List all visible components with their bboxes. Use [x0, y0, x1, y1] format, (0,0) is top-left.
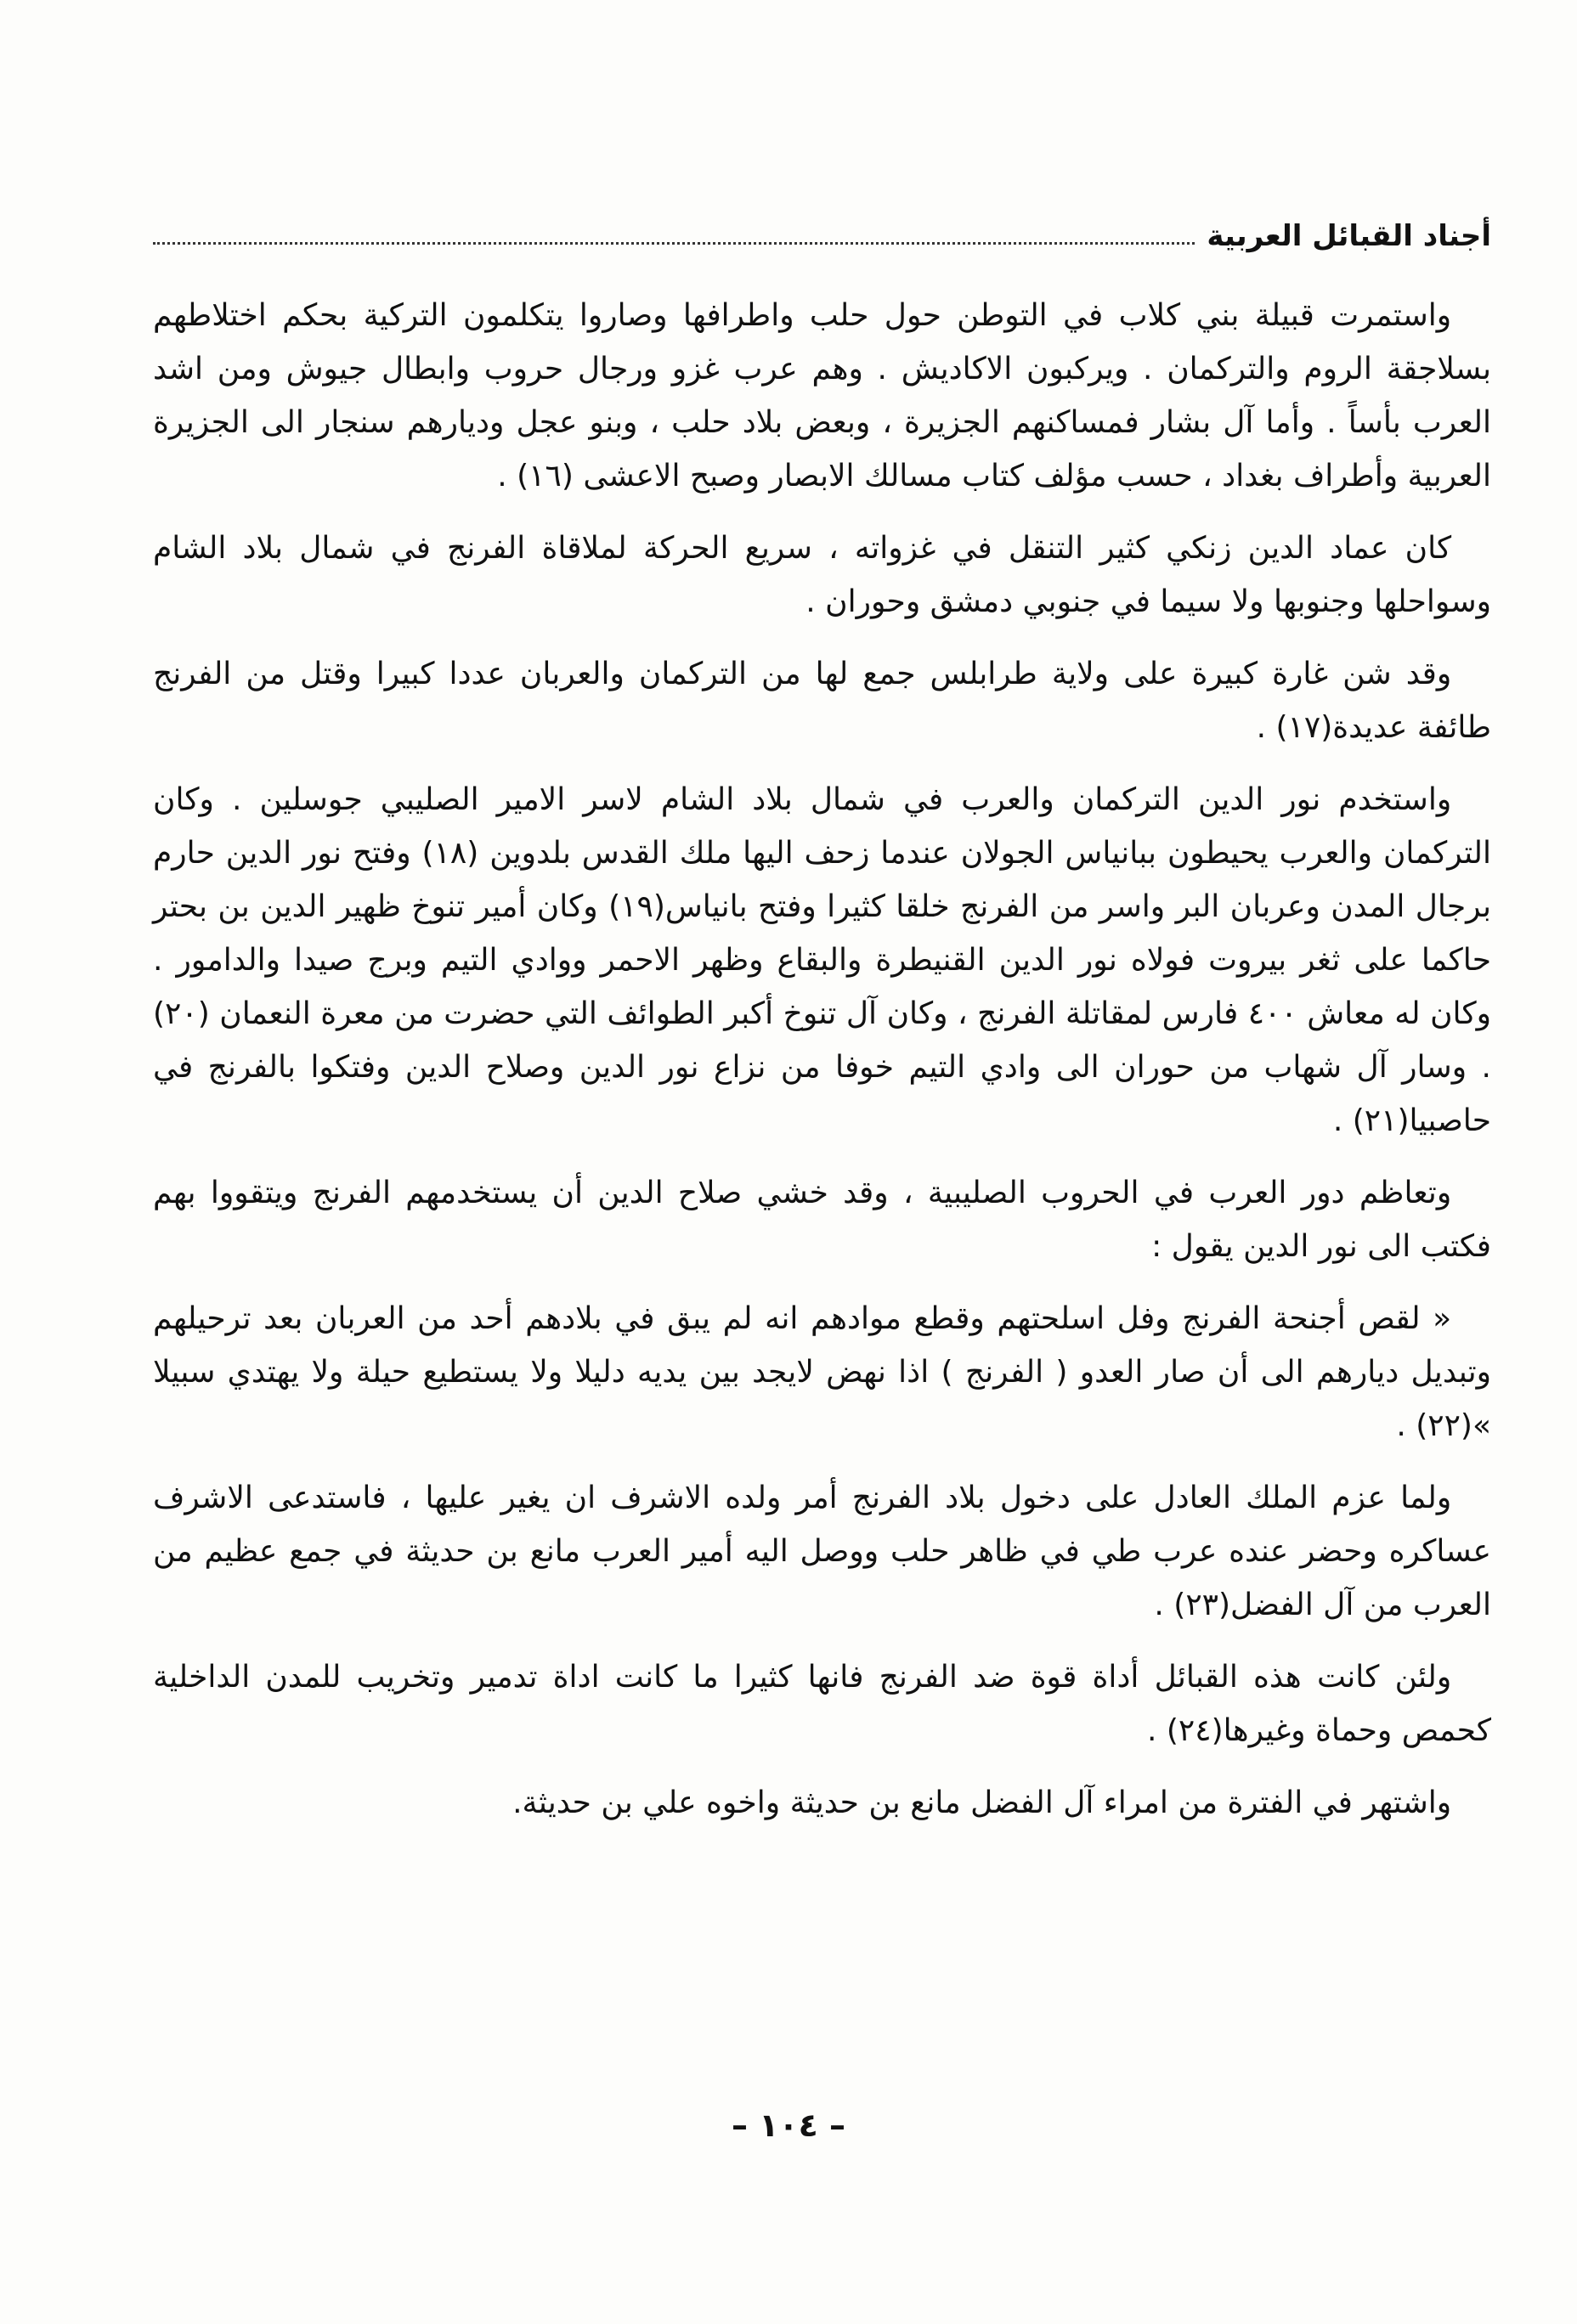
- paragraph-1: واستمرت قبيلة بني كلاب في التوطن حول حلب واطرافها وصاروا يتكلمون التركية بحكم اختلاطهم بسلاجقة الروم والتركمان . ويركبون الاكاديش . وهم عرب غزو ورجال حروب وابطال جيوش ومن اشد العرب بأساً . وأما آل بشار فمساكنهم الجزيرة ، وبعض بلاد حلب ، وبنو عجل وديارهم سنجار الى الجزيرة العربية وأطراف بغداد ، حسب مؤلف كتاب مسالك الابصار وصبح الاعشى (١٦) .: [153, 298, 1491, 494]
- paragraph-5: وتعاظم دور العرب في الحروب الصليبية ، وقد خشي صلاح الدين أن يستخدمهم الفرنج ويتقووا بهم فكتب الى نور الدين يقول :: [153, 1176, 1491, 1264]
- header-dotted-leader: [153, 242, 1195, 245]
- running-header-title: أجناد القبائل العربية: [1207, 219, 1491, 253]
- paragraph-2: كان عماد الدين زنكي كثير التنقل في غزواته ، سريع الحركة لملاقاة الفرنج في شمال بلاد الشام وسواحلها وجنوبها ولا سيما في جنوبي دمشق وحوران .: [153, 531, 1491, 619]
- paragraph-4: واستخدم نور الدين التركمان والعرب في شمال بلاد الشام لاسر الامير الصليبي جوسلين . وكان التركمان والعرب يحيطون ببانياس الجولان عندما زحف اليها ملك القدس بلدوين (١٨) وفتح نور الدين حارم برجال المدن وعربان البر واسر من الفرنج خلقا كثيرا وفتح بانياس(١٩) وكان أمير تنوخ ظهير الدين بن بحتر حاكما على ثغر بيروت فولاه نور الدين القنيطرة والبقاع وظهر الاحمر ووادي التيم وبرج صيدا والدامور . وكان له معاش ٤٠٠ فارس لمقاتلة الفرنج ، وكان آل تنوخ أكبر الطوائف التي حضرت من معرة النعمان (٢٠) . وسار آل شهاب من حوران الى وادي التيم خوفا من نزاع نور الدين وصلاح الدين وفتكوا بالفرنج في حاصبيا(٢١) .: [153, 782, 1492, 1138]
- paragraph-6-quotation: « لقص أجنحة الفرنج وفل اسلحتهم وقطع موادهم انه لم يبق في بلادهم أحد من العربان بعد ترحيلهم وتبديل ديارهم الى أن صار العدو ( الفرنج ) اذا نهض لايجد بين يديه دليلا ولا يستطيع حيلة ولا يهتدي سبيلا »(٢٢) .: [153, 1301, 1491, 1443]
- paragraph-9: واشتهر في الفترة من امراء آل الفضل مانع بن حديثة واخوه علي بن حديثة.: [512, 1785, 1452, 1820]
- paragraph-7: ولما عزم الملك العادل على دخول بلاد الفرنج أمر ولده الاشرف ان يغير عليها ، فاستدعى الاشرف عساكره وحضر عنده عرب طي في ظاهر حلب ووصل اليه أمير العرب مانع بن حديثة في جمع عظيم من العرب من آل الفضل(٢٣) .: [153, 1481, 1491, 1622]
- paragraph-3: وقد شن غارة كبيرة على ولاية طرابلس جمع لها من التركمان والعربان عددا كبيرا وقتل من الفرنج طائفة عديدة(١٧) .: [153, 657, 1491, 745]
- page-body: [153, 289, 1491, 1848]
- running-header: [153, 211, 1491, 253]
- page-number: – ١٠٤ –: [731, 2107, 846, 2144]
- paragraph-8: ولئن كانت هذه القبائل أداة قوة ضد الفرنج فانها كثيرا ما كانت اداة تدمير وتخريب للمدن الداخلية كحمص وحماة وغيرها(٢٤) .: [153, 1660, 1491, 1748]
